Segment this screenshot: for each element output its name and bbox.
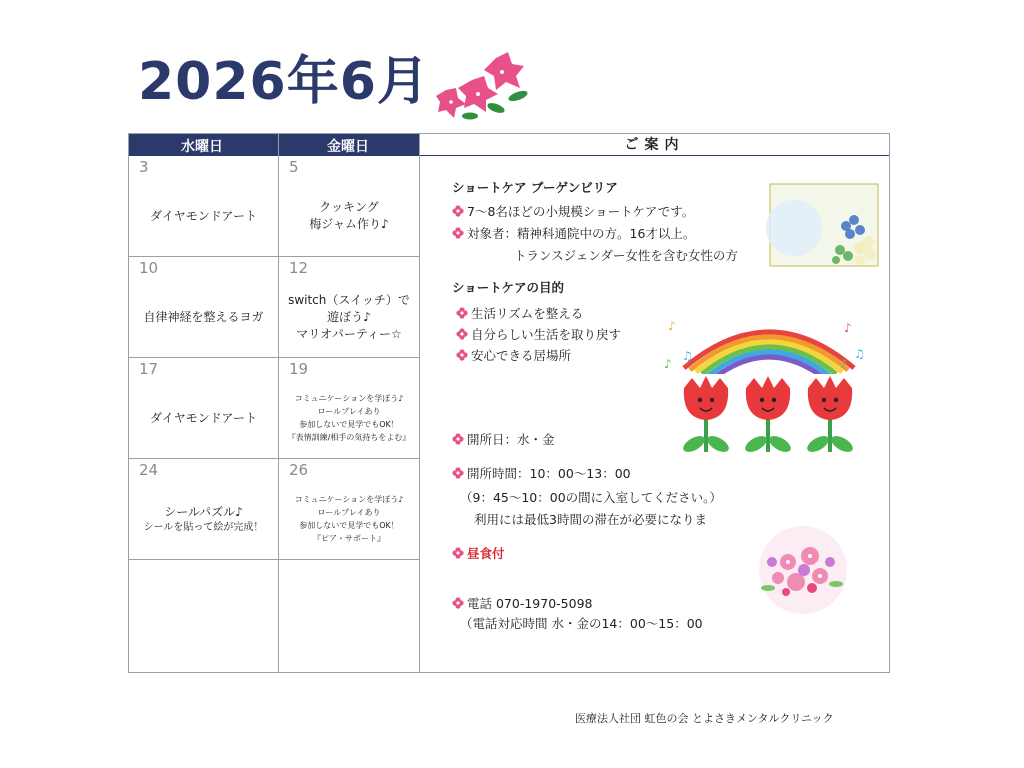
entry-note: （9：45〜10：00の間に入室してください。）	[460, 490, 722, 505]
day-number: 3	[139, 158, 149, 176]
day-number: 17	[139, 360, 159, 378]
event-line: 梅ジャム作り♪	[309, 217, 389, 231]
phone-line	[452, 594, 592, 612]
purpose-item	[456, 346, 571, 364]
purpose-text: 生活リズムを整える	[471, 306, 584, 321]
music-note-icon: ♪	[668, 319, 676, 333]
flower-bullet-icon	[452, 433, 464, 445]
flower-bullet-icon	[452, 227, 464, 239]
calendar-cell	[129, 257, 278, 358]
music-note-icon: ♪	[844, 321, 852, 335]
calendar-header-row	[129, 134, 419, 156]
flower-bullet-icon	[452, 467, 464, 479]
page-title: 2026年6月	[138, 52, 430, 112]
phone-hours: （電話対応時間 水・金の14：00〜15：00	[460, 616, 703, 631]
event-text	[279, 281, 419, 353]
day-number: 5	[289, 158, 299, 176]
open-hours-line	[452, 464, 631, 482]
stay-note: 利用には最低3時間の滞在が必要になりま	[474, 512, 707, 527]
header-friday: 金曜日	[327, 139, 369, 155]
event-text	[279, 483, 419, 555]
calendar-cell	[129, 156, 278, 257]
music-note-icon: ♪	[664, 357, 672, 371]
event-line: 『表情訓練/相手の気持ちをよむ』	[287, 433, 411, 442]
event-line: マリオパーティー☆	[296, 326, 402, 341]
event-text	[279, 584, 419, 657]
event-text	[279, 180, 419, 252]
purpose-item	[456, 325, 621, 343]
day-number: 26	[289, 461, 309, 479]
event-line: 参加しないで見学でもOK！	[299, 521, 399, 530]
size-line	[452, 202, 694, 220]
purpose-item	[456, 304, 583, 322]
open-days-text: 開所日：水・金	[467, 432, 555, 447]
event-line: シールパズル♪	[164, 504, 243, 519]
event-line: ダイヤモンドアート	[149, 208, 258, 223]
calendar-cell	[279, 560, 419, 661]
event-line: ダイヤモンドアート	[149, 410, 258, 425]
event-line: 自律神経を整えるヨガ	[143, 309, 264, 324]
calendar-cell	[129, 560, 278, 661]
shortcare-title: ショートケア ブーゲンビリア	[452, 180, 618, 195]
flower-bullet-icon	[456, 307, 468, 319]
info-panel	[420, 133, 890, 673]
event-line: コミュニケーションを学ぼう♪	[294, 495, 404, 504]
open-hours-text: 開所時間：10：00〜13：00	[467, 466, 631, 481]
target-line	[452, 224, 695, 242]
event-line: ロールプレイあり	[317, 407, 381, 416]
purpose-text: 自分らしい生活を取り戻す	[471, 327, 622, 342]
calendar-cell	[129, 459, 278, 560]
info-header: ご案内	[420, 134, 889, 156]
calendar-cell	[279, 156, 419, 257]
calendar-cell	[129, 358, 278, 459]
calendar-cell	[279, 358, 419, 459]
calendar-table	[128, 133, 420, 673]
open-days-line	[452, 430, 555, 448]
calendar-cell	[279, 459, 419, 560]
flower-bullet-icon	[456, 349, 468, 361]
event-text	[129, 382, 278, 454]
rainbow-illustration	[664, 302, 874, 374]
size-text: 7〜8名ほどの小規模ショートケアです。	[467, 204, 695, 219]
event-line: switch（スイッチ）で	[288, 292, 410, 307]
target-text: 対象者：精神科通院中の方。16才以上。	[467, 226, 696, 241]
tulips-illustration	[674, 374, 864, 460]
music-note-icon: ♫	[682, 349, 693, 363]
event-subtext: シールを貼って絵が完成！	[143, 521, 264, 533]
music-note-icon: ♪	[840, 357, 848, 371]
header-wednesday: 水曜日	[181, 139, 223, 155]
event-line: クッキング	[319, 200, 379, 214]
music-note-icon: ♫	[854, 347, 865, 361]
flower-bullet-icon	[456, 328, 468, 340]
flower-bullet-icon	[452, 597, 464, 609]
flower-bullet-icon	[452, 205, 464, 217]
hydrangea-illustration	[764, 178, 884, 272]
event-line: 参加しないで見学でもOK！	[299, 420, 399, 429]
purpose-title: ショートケアの目的	[452, 280, 565, 295]
flower-bullet-icon	[452, 547, 464, 559]
target-line-2: トランスジェンダー女性を含む女性の方	[514, 248, 738, 263]
event-line: ロールプレイあり	[317, 508, 381, 517]
event-line: 『ピア・サポート』	[313, 534, 385, 543]
phone-text: 電話 070-1970-5098	[467, 596, 593, 611]
event-text	[129, 483, 278, 555]
event-line: 遊ぼう♪	[327, 309, 371, 324]
event-line: コミュニケーションを学ぼう♪	[294, 394, 404, 403]
day-number: 10	[139, 259, 159, 277]
calendar-cell	[279, 257, 419, 358]
lunch-line	[452, 544, 505, 562]
event-text	[129, 281, 278, 353]
footer-clinic-name: 医療法人社団 虹色の会 とよさきメンタルクリニック	[575, 712, 834, 725]
purpose-text: 安心できる居場所	[471, 348, 572, 363]
day-number: 19	[289, 360, 309, 378]
bougainvillea-illustration	[436, 50, 536, 124]
lunch-text: 昼食付	[467, 546, 505, 561]
event-text	[129, 180, 278, 252]
day-number: 12	[289, 259, 309, 277]
event-text	[279, 382, 419, 454]
flower-bouquet-illustration	[748, 522, 858, 618]
event-text	[129, 584, 278, 657]
day-number: 24	[139, 461, 159, 479]
